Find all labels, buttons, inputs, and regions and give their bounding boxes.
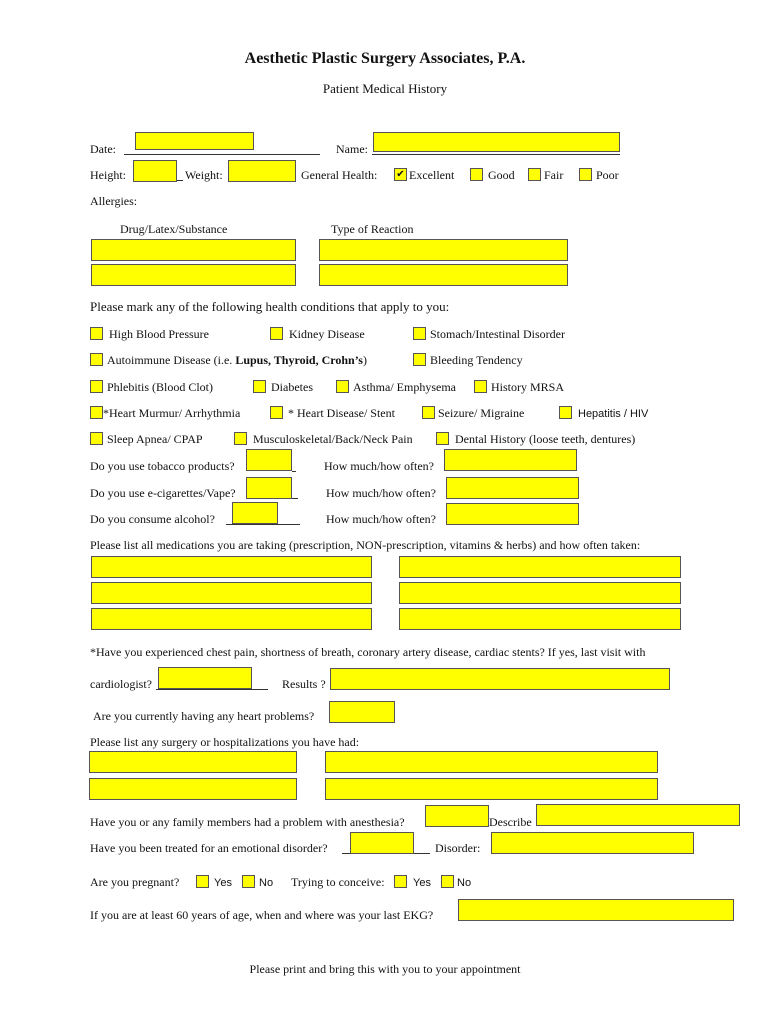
medications-prompt: Please list all medications you are taking (prescription, NON-prescription, vitamins & herbs) and how often taken: <box>90 538 641 552</box>
form-subtitle: Patient Medical History <box>322 81 448 96</box>
medication-5[interactable] <box>91 608 372 630</box>
weight-input[interactable] <box>228 160 296 182</box>
allergy-reaction-2[interactable] <box>319 264 568 286</box>
autoimmune-close: ) <box>362 353 367 367</box>
kidney-checkbox[interactable] <box>270 327 283 340</box>
form-title: Aesthetic Plastic Surgery Associates, P.A. <box>244 50 526 67</box>
ekg-input[interactable] <box>458 899 734 921</box>
sleep-apnea-checkbox[interactable] <box>90 432 103 445</box>
anesthesia-question: Have you or any family members had a problem with anesthesia? <box>90 815 405 829</box>
alcohol-how-much-input[interactable] <box>446 503 579 525</box>
disorder-label: Disorder: <box>435 841 481 855</box>
fair-checkbox[interactable] <box>528 168 541 181</box>
heart-disease-label: * Heart Disease/ Stent <box>288 406 395 420</box>
medication-2[interactable] <box>399 556 681 578</box>
conceive-yes-label: Yes <box>413 877 431 889</box>
ecig-label: Do you use e-cigarettes/Vape? <box>90 486 236 500</box>
surgery-prompt: Please list any surgery or hospitalizations you have had: <box>90 735 360 749</box>
allergy-substance-header: Drug/Latex/Substance <box>120 222 228 236</box>
allergy-reaction-1[interactable] <box>319 239 568 261</box>
heart-problems-input[interactable] <box>329 701 395 723</box>
pregnant-no-checkbox[interactable] <box>242 875 255 888</box>
stomach-label: Stomach/Intestinal Disorder <box>430 327 565 341</box>
tobacco-how-much-input[interactable] <box>444 449 577 471</box>
allergy-substance-2[interactable] <box>91 264 296 286</box>
seizure-label: Seizure/ Migraine <box>438 406 525 420</box>
footer-note: Please print and bring this with you to your appointment <box>249 962 521 976</box>
dental-label: Dental History (loose teeth, dentures) <box>455 432 636 446</box>
autoimmune-text: Autoimmune Disease (i.e. <box>107 353 236 367</box>
poor-checkbox[interactable] <box>579 168 592 181</box>
good-label: Good <box>488 168 515 182</box>
anesthesia-input[interactable] <box>425 805 489 827</box>
asthma-label: Asthma/ Emphysema <box>353 380 456 394</box>
ekg-question: If you are at least 60 years of age, when and where was your last EKG? <box>90 908 434 922</box>
allergy-reaction-header: Type of Reaction <box>331 222 414 236</box>
date-underline <box>124 154 320 155</box>
phlebitis-checkbox[interactable] <box>90 380 103 393</box>
diabetes-label: Diabetes <box>271 380 313 394</box>
conditions-prompt: Please mark any of the following health conditions that apply to you: <box>90 299 450 314</box>
surgery-2[interactable] <box>325 751 658 773</box>
bleeding-checkbox[interactable] <box>413 353 426 366</box>
kidney-label: Kidney Disease <box>289 327 365 341</box>
surgery-3[interactable] <box>89 778 297 800</box>
ecig-how-much-label: How much/how often? <box>326 486 436 500</box>
ecig-how-much-input[interactable] <box>446 477 579 499</box>
results-label: Results ? <box>282 677 326 691</box>
height-underline <box>177 180 183 181</box>
dental-checkbox[interactable] <box>436 432 449 445</box>
pregnant-yes-checkbox[interactable] <box>196 875 209 888</box>
alcohol-input[interactable] <box>232 502 278 524</box>
seizure-checkbox[interactable] <box>422 406 435 419</box>
pregnant-label: Are you pregnant? <box>90 875 180 889</box>
weight-label: Weight: <box>185 168 223 182</box>
surgery-1[interactable] <box>89 751 297 773</box>
sleep-apnea-label: Sleep Apnea/ CPAP <box>107 432 203 446</box>
emotional-input[interactable] <box>350 832 414 854</box>
surgery-4[interactable] <box>325 778 658 800</box>
disorder-input[interactable] <box>491 832 694 854</box>
cardiac-question: *Have you experienced chest pain, shortness of breath, coronary artery disease, cardiac stents? If yes, last visit with <box>90 645 646 659</box>
alcohol-label: Do you consume alcohol? <box>90 512 215 526</box>
cardiologist-input[interactable] <box>158 667 252 689</box>
pregnant-yes-label: Yes <box>214 877 232 889</box>
phlebitis-label: Phlebitis (Blood Clot) <box>107 380 214 394</box>
medication-4[interactable] <box>399 582 681 604</box>
ecig-underline <box>292 498 298 499</box>
high-bp-checkbox[interactable] <box>90 327 103 340</box>
bleeding-label: Bleeding Tendency <box>430 353 523 367</box>
medication-3[interactable] <box>91 582 372 604</box>
heart-problems-label: Are you currently having any heart problems? <box>93 709 315 723</box>
conceive-label: Trying to conceive: <box>291 875 385 889</box>
autoimmune-examples: Lupus, Thyroid, Crohn’s <box>235 353 363 367</box>
autoimmune-label <box>107 353 367 367</box>
height-label: Height: <box>90 168 126 182</box>
diabetes-checkbox[interactable] <box>253 380 266 393</box>
cardiologist-underline <box>156 689 268 690</box>
cardiologist-label: cardiologist? <box>90 677 152 691</box>
hepatitis-checkbox[interactable] <box>559 406 572 419</box>
stomach-checkbox[interactable] <box>413 327 426 340</box>
name-underline <box>372 154 620 155</box>
medication-1[interactable] <box>91 556 372 578</box>
date-label: Date: <box>90 142 116 156</box>
poor-label: Poor <box>596 168 619 182</box>
general-health-label: General Health: <box>301 168 378 182</box>
asthma-checkbox[interactable] <box>336 380 349 393</box>
medication-6[interactable] <box>399 608 681 630</box>
tobacco-label: Do you use tobacco products? <box>90 459 235 473</box>
results-input[interactable] <box>330 668 670 690</box>
allergies-label: Allergies: <box>90 194 138 208</box>
height-input[interactable] <box>133 160 177 182</box>
tobacco-input[interactable] <box>246 449 292 471</box>
musculo-checkbox[interactable] <box>234 432 247 445</box>
fair-label: Fair <box>544 168 564 182</box>
name-input[interactable] <box>373 132 620 152</box>
tobacco-underline <box>292 471 296 472</box>
allergy-substance-1[interactable] <box>91 239 296 261</box>
good-checkbox[interactable] <box>470 168 483 181</box>
conceive-no-label: No <box>457 877 472 889</box>
anesthesia-describe-input[interactable] <box>536 804 740 826</box>
autoimmune-checkbox[interactable] <box>90 353 103 366</box>
emotional-question: Have you been treated for an emotional disorder? <box>90 841 328 855</box>
alcohol-how-much-label: How much/how often? <box>326 512 436 526</box>
tobacco-how-much-label: How much/how often? <box>324 459 434 473</box>
conceive-yes-checkbox[interactable] <box>394 875 407 888</box>
name-label: Name: <box>336 142 368 156</box>
conceive-no-checkbox[interactable] <box>441 875 454 888</box>
mrsa-label: History MRSA <box>491 380 565 394</box>
pregnant-no-label: No <box>259 877 274 889</box>
heart-disease-checkbox[interactable] <box>270 406 283 419</box>
mrsa-checkbox[interactable] <box>474 380 487 393</box>
excellent-label: Excellent <box>409 168 455 182</box>
alcohol-underline <box>226 524 300 525</box>
excellent-checkbox[interactable]: ✔ <box>394 168 407 181</box>
high-bp-label: High Blood Pressure <box>109 327 209 341</box>
date-input[interactable] <box>135 132 254 150</box>
ecig-input[interactable] <box>246 477 292 499</box>
anesthesia-describe-label: Describe <box>489 815 532 829</box>
heart-murmur-label: *Heart Murmur/ Arrhythmia <box>103 406 241 420</box>
musculo-label: Musculoskeletal/Back/Neck Pain <box>253 432 413 446</box>
hepatitis-label: Hepatitis / HIV <box>578 408 649 420</box>
heart-murmur-checkbox[interactable] <box>90 406 103 419</box>
